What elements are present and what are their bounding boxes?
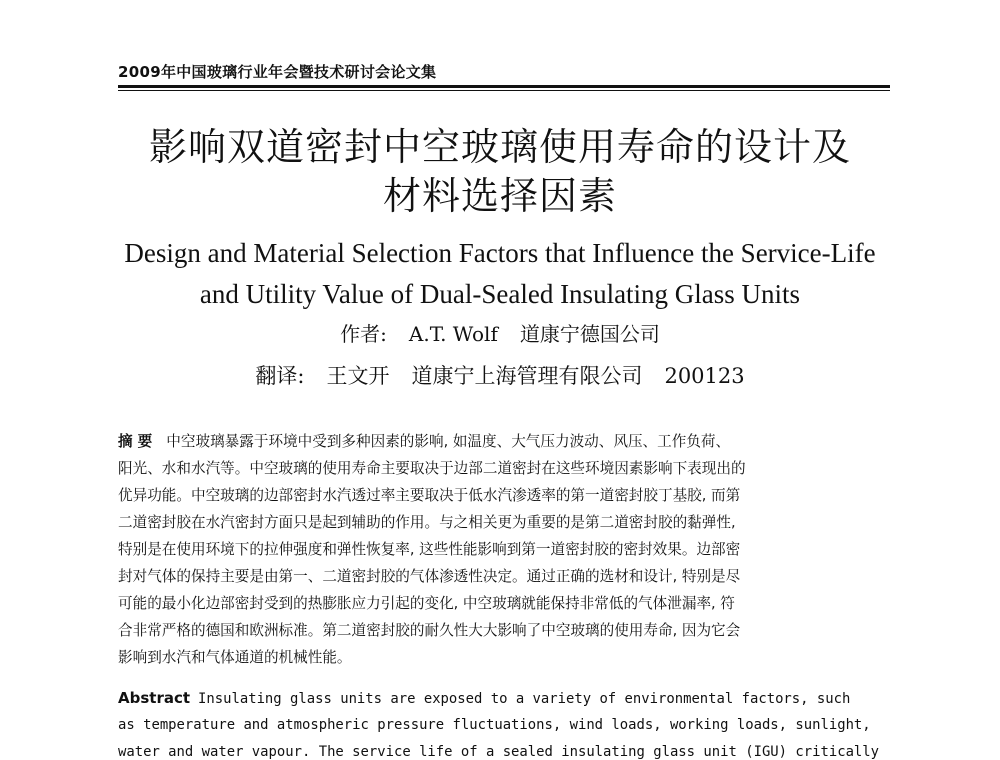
abstract-cn-line: 二道密封胶在水汽密封方面只是起到辅助的作用。与之相关更为重要的是第二道密封胶的黏弹性, — [118, 514, 736, 531]
translator-affiliation: 道康宁上海管理有限公司 — [411, 364, 643, 388]
abstract-cn-line: 影响到水汽和气体通道的机械性能。 — [118, 649, 352, 666]
abstract-en-label: Abstract — [118, 689, 191, 707]
translator-line — [0, 362, 1000, 390]
translator-label: 翻译: — [255, 364, 305, 388]
abstract-cn-line — [118, 428, 890, 455]
header-rule — [118, 85, 890, 88]
abstract-cn-line: 特别是在使用环境下的拉伸强度和弹性恢复率, 这些性能影响到第一道密封胶的密封效果。边部密 — [118, 541, 741, 558]
title-en-line-2: and Utility Value of Dual-Sealed Insulating Glass Units — [199, 279, 801, 309]
abstract-cn-line: 合非常严格的德国和欧洲标准。第二道密封胶的耐久性大大影响了中空玻璃的使用寿命, 因为它会 — [118, 622, 741, 639]
title-en-line-1: Design and Material Selection Factors that Influence the Service-Life — [124, 238, 876, 268]
translator-name: 王文开 — [326, 364, 390, 388]
abstract-en-line: as temperature and atmospheric pressure fluctuations, wind loads, working loads, sunlight, — [118, 717, 871, 733]
abstract-cn-line: 阳光、水和水汽等。中空玻璃的使用寿命主要取决于边部二道密封在这些环境因素影响下表现出的 — [118, 460, 746, 477]
author-line — [0, 320, 1000, 348]
proceedings-title: 2009年中国玻璃行业年会暨技术研讨会论文集 — [118, 63, 437, 81]
abstract-cn-line: 可能的最小化边部密封受到的热膨胀应力引起的变化, 中空玻璃就能保持非常低的气体泄漏率, 符 — [118, 595, 735, 612]
header-rule-thin — [118, 90, 890, 91]
abstract-cn-line: 封对气体的保持主要是由第一、二道密封胶的气体渗透性决定。通过正确的选材和设计, 特别是尽 — [118, 568, 741, 585]
author-affiliation: 道康宁德国公司 — [519, 322, 660, 346]
abstract-en-line: water and water vapour. The service life of a sealed insulating glass unit (IGU) critically — [118, 744, 880, 760]
title-cn-line-1: 影响双道密封中空玻璃使用寿命的设计及 — [148, 125, 851, 169]
abstract-cn-text: 中空玻璃暴露于环境中受到多种因素的影响, 如温度、大气压力波动、风压、工作负荷、 — [166, 433, 731, 450]
abstract-en-text: Insulating glass units are exposed to a variety of environmental factors, such — [198, 691, 851, 707]
translator-postcode: 200123 — [664, 364, 745, 388]
abstract-en-line — [118, 685, 898, 712]
author-label: 作者: — [340, 322, 387, 346]
author-name: A.T. Wolf — [408, 322, 498, 346]
abstract-cn-label: 摘 要 — [118, 433, 153, 450]
running-header — [118, 62, 890, 91]
abstract-cn-line: 优异功能。中空玻璃的边部密封水汽透过率主要取决于低水汽渗透率的第一道密封胶丁基胶, 而第 — [118, 487, 741, 504]
abstract-en — [118, 685, 898, 760]
abstract-cn — [118, 428, 890, 671]
title-cn-line-2: 材料选择因素 — [382, 174, 617, 218]
